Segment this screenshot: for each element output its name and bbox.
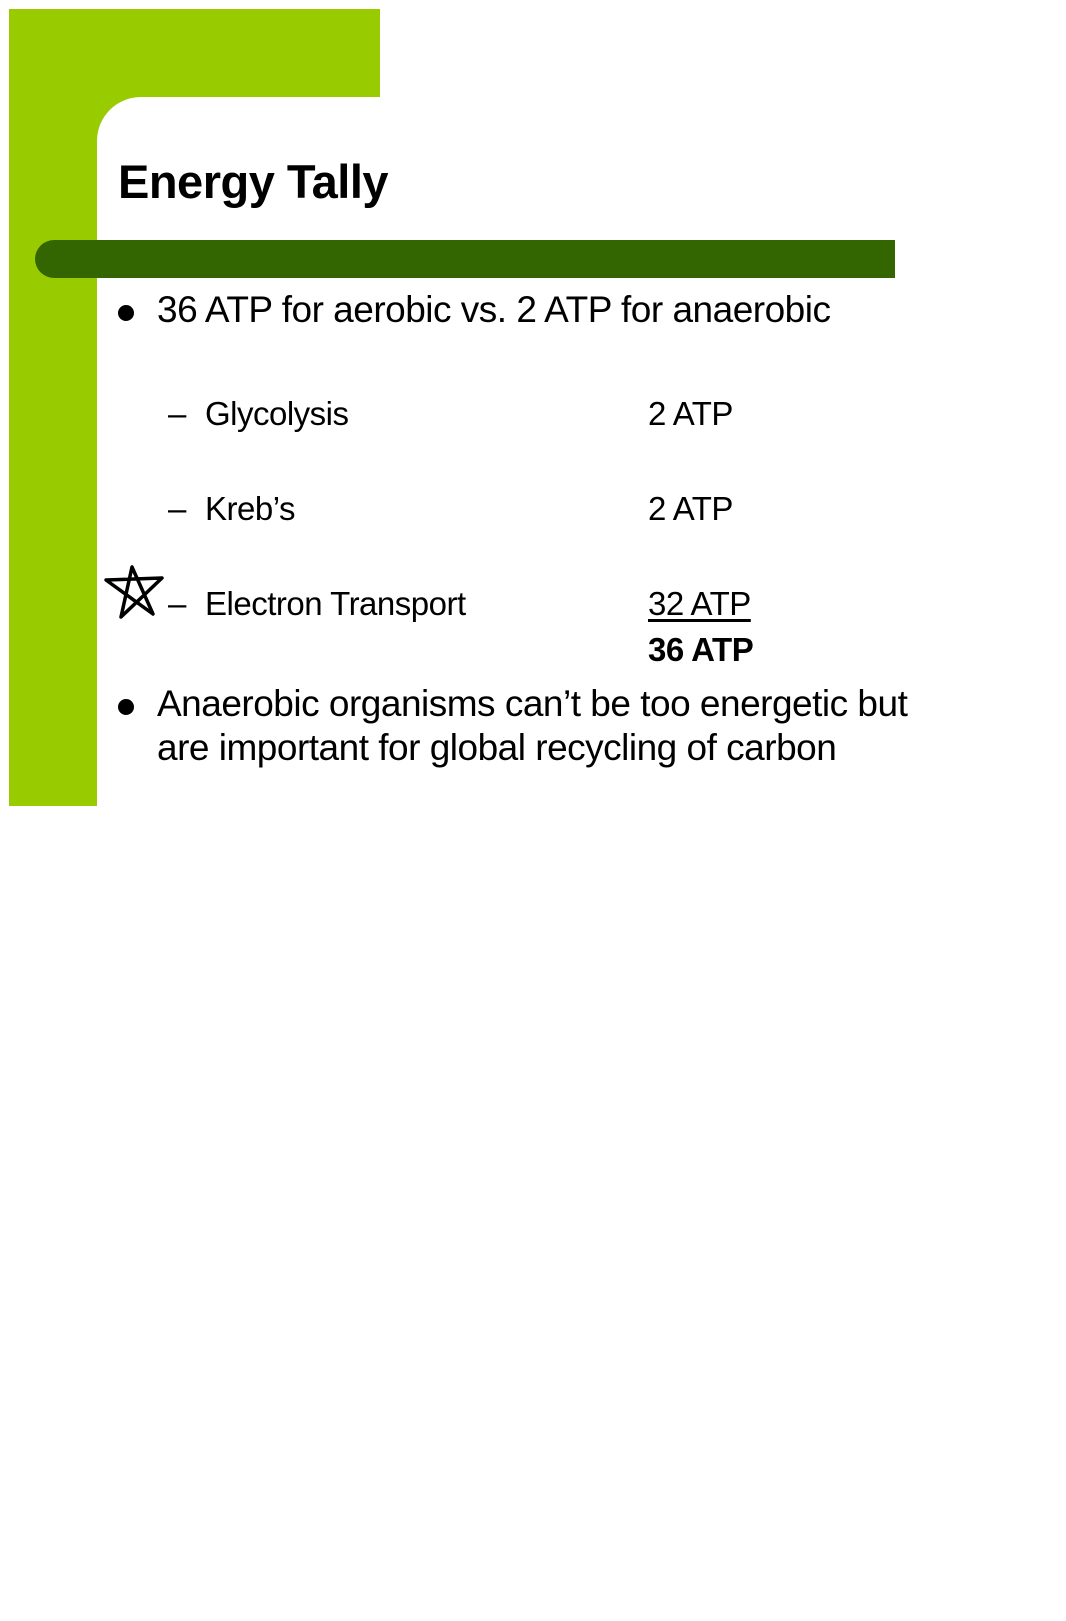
bullet-text: 36 ATP for aerobic vs. 2 ATP for anaerobic	[157, 289, 831, 330]
dash-icon: –	[168, 585, 186, 622]
hand-drawn-star-icon	[104, 565, 172, 621]
sub-item-krebs	[168, 489, 868, 529]
sub-item-value: 2 ATP	[648, 490, 733, 527]
bullet-item	[118, 288, 1018, 332]
sub-item-label: Glycolysis	[205, 395, 349, 432]
bullet-dot-icon	[118, 699, 134, 715]
sub-item-electron-transport	[168, 584, 868, 624]
sub-item-glycolysis	[168, 394, 868, 434]
dash-icon: –	[168, 395, 186, 432]
sub-item-label: Kreb’s	[205, 490, 295, 527]
sub-item-label: Electron Transport	[205, 585, 466, 622]
bullet-text-line-1: Anaerobic organisms can’t be too energetic but	[157, 683, 908, 724]
title-underline-bar	[35, 240, 895, 278]
bullet-text-line-2: are important for global recycling of carbon	[157, 727, 837, 768]
dash-icon: –	[168, 490, 186, 527]
slide-title: Energy Tally	[118, 155, 389, 208]
sub-item-value: 32 ATP	[648, 585, 751, 622]
total-atp: 36 ATP	[648, 631, 754, 668]
bullet-item	[118, 682, 1038, 770]
sub-item-value: 2 ATP	[648, 395, 733, 432]
bullet-dot-icon	[118, 305, 134, 321]
